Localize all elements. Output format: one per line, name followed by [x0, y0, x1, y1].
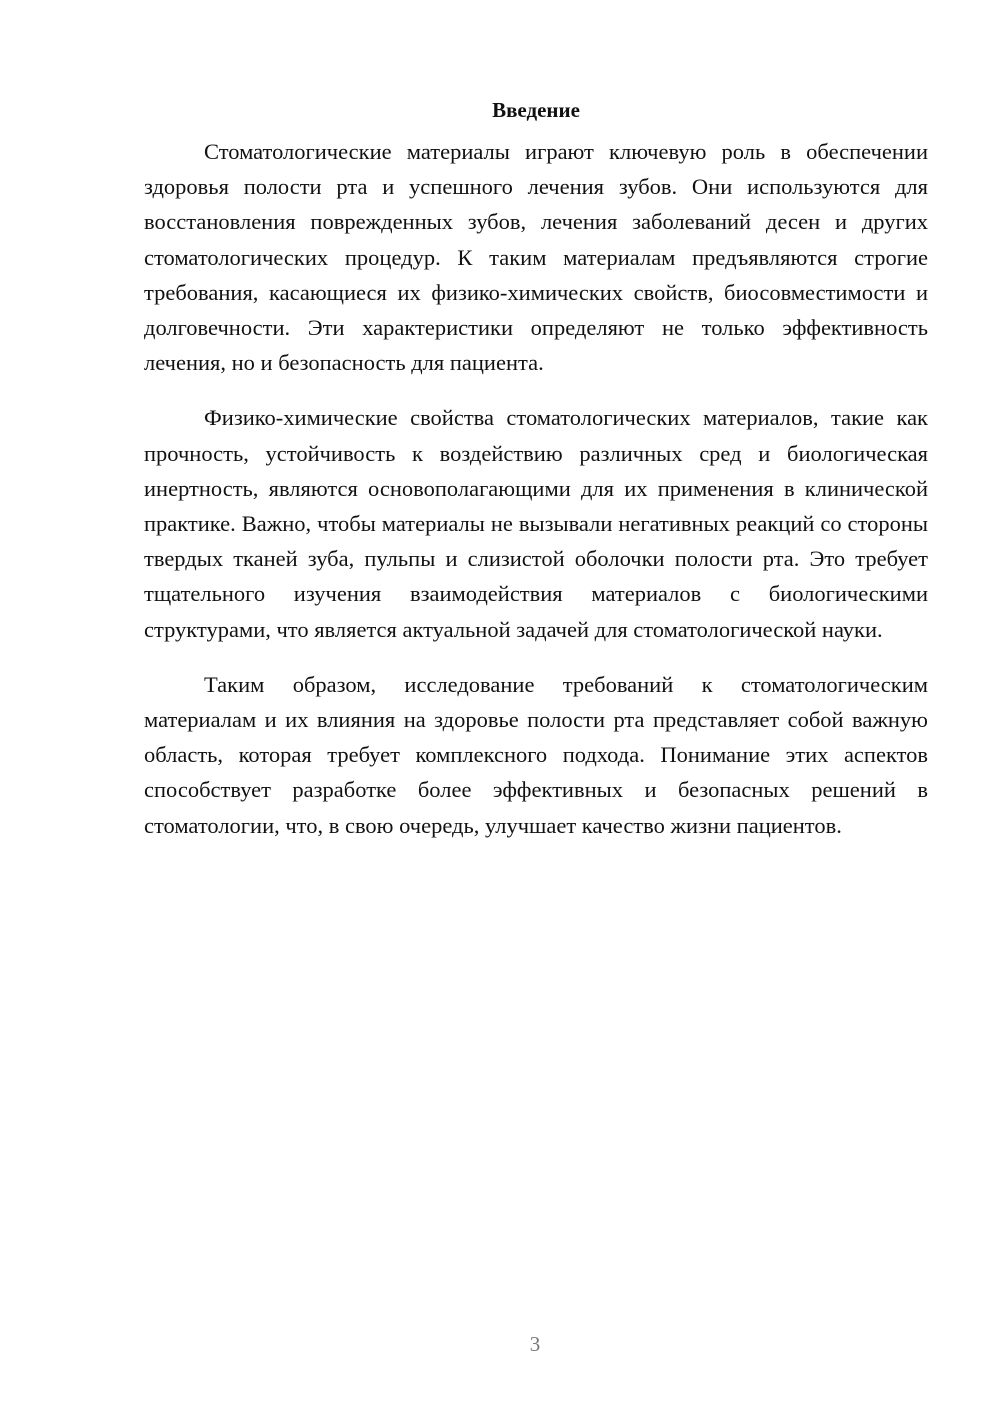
section-title: Введение — [492, 98, 580, 122]
page-content — [144, 92, 928, 863]
paragraph-3: Таким образом, исследование требований к стоматологическим материалам и их влияния на здоровье полости рта представляет собой важную область, которая требует комплексного подхода. Понимание этих аспектов способствует разработке более эффективных и безопасных решений в стоматологии, что, в свою очередь, улучшает качество жизни пациентов. — [144, 671, 928, 838]
paragraph-1: Стоматологические материалы играют ключевую роль в обеспечении здоровья полости рта и успешного лечения зубов. Они используются для восстановления поврежденных зубов, лечения заболеваний десен и других стоматологических процедур. К таким материалам предъявляются строгие требования, касающиеся их физико-химических свойств, биосовместимости и долговечности. Эти характеристики определяют не только эффективность лечения, но и безопасность для пациента. — [144, 139, 928, 376]
page-number: 3 — [529, 1332, 541, 1356]
paragraph-2: Физико-химические свойства стоматологических материалов, такие как прочность, устойчивость к воздействию различных сред и биологическая инертность, являются основополагающими для их применения в клинической практике. Важно, чтобы материалы не вызывали негативных реакций со стороны твердых тканей зуба, пульпы и слизистой оболочки полости рта. Это требует тщательного изучения взаимодействия материалов с биологическими структурами, что является актуальной задачей для стоматологической науки. — [144, 405, 928, 642]
